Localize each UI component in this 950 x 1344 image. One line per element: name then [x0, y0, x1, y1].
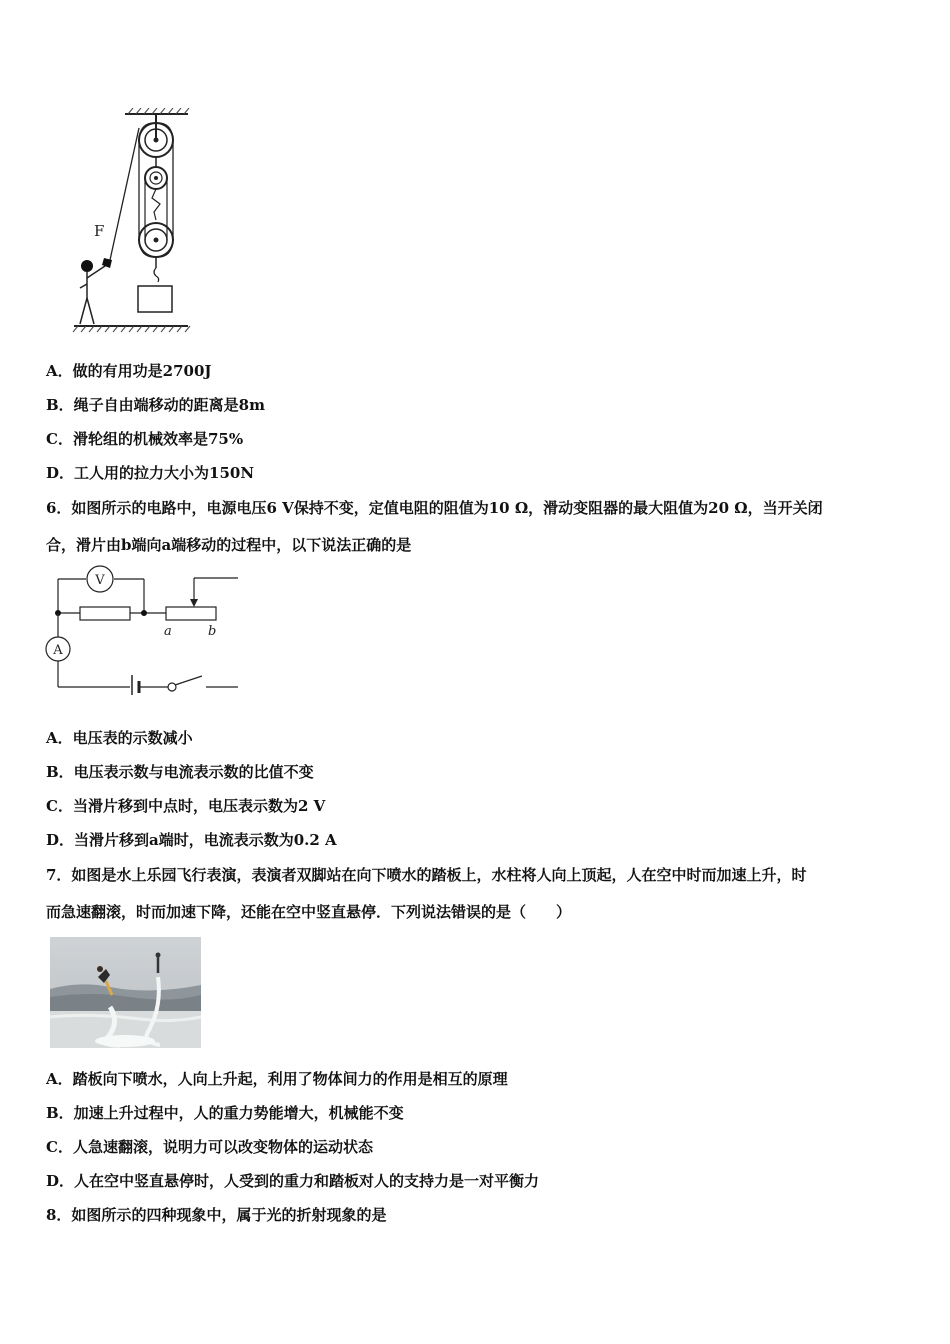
q5-option-b: B．绳子自由端移动的距离是8m — [46, 396, 265, 414]
q6-option-a: A．电压表的示数减小 — [46, 729, 193, 747]
force-label: F — [94, 222, 105, 240]
rheostat-end-b: b — [208, 624, 217, 639]
rheostat-end-a: a — [164, 624, 172, 639]
flyboard-photo — [50, 937, 201, 1048]
q7-stem-line2: 而急速翻滚，时而加速下降，还能在空中竖直悬停．下列说法错误的是（ ） — [46, 903, 572, 921]
q5-option-c: C．滑轮组的机械效率是75% — [46, 430, 244, 448]
q7-option-d: D．人在空中竖直悬停时，人受到的重力和踏板对人的支持力是一对平衡力 — [46, 1172, 540, 1190]
q7-option-c: C．人急速翻滚，说明力可以改变物体的运动状态 — [46, 1138, 373, 1156]
q8-stem: 8．如图所示的四种现象中，属于光的折射现象的是 — [46, 1206, 387, 1224]
q7-option-b: B．加速上升过程中，人的重力势能增大，机械能不变 — [46, 1104, 404, 1122]
q6-stem-line2: 合，滑片由b端向a端移动的过程中，以下说法正确的是 — [46, 536, 412, 554]
q7-option-a: A．踏板向下喷水，人向上升起，利用了物体间力的作用是相互的原理 — [46, 1070, 508, 1088]
voltmeter-label: V — [95, 573, 105, 588]
circuit-diagram-figure — [44, 565, 244, 695]
q6-option-b: B．电压表示数与电流表示数的比值不变 — [46, 763, 314, 781]
q6-option-d: D．当滑片移到a端时，电流表示数为0.2 A — [46, 831, 337, 849]
q7-stem-line1: 7．如图是水上乐园飞行表演，表演者双脚站在向下喷水的踏板上，水柱将人向上顶起，人在空中时而加速上升，时 — [46, 866, 807, 884]
pulley-system-figure — [70, 108, 195, 336]
q5-option-d: D．工人用的拉力大小为150N — [46, 464, 255, 482]
q6-stem-line1: 6．如图所示的电路中，电源电压6 V保持不变，定值电阻的阻值为10 Ω，滑动变阻器的最大阻值为20 Ω，当开关闭 — [46, 499, 823, 517]
q5-option-a: A．做的有用功是2700J — [46, 362, 212, 380]
ammeter-label: A — [53, 643, 63, 658]
q6-option-c: C．当滑片移到中点时，电压表示数为2 V — [46, 797, 326, 815]
